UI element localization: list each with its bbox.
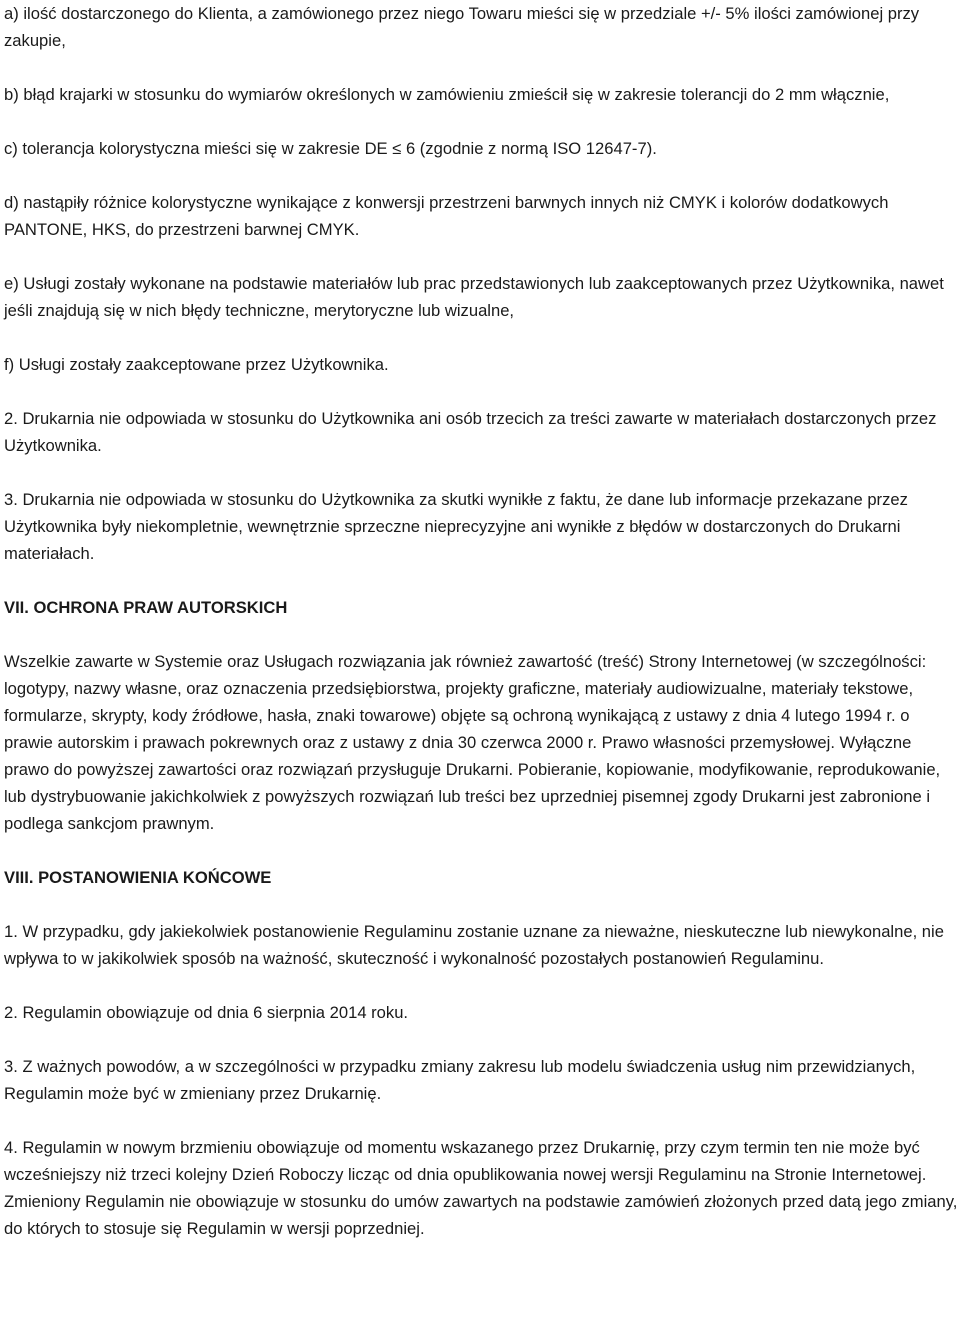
final-point-3: 3. Z ważnych powodów, a w szczególności w przypadku zmiany zakresu lub modelu świadczenia usług nim przewidzianych, Regulamin może być w zmieniany przez Drukarnię. <box>4 1057 916 1103</box>
clause-d: d) nastąpiły różnice kolorystyczne wynikające z konwersji przestrzeni barwnych innych niż CMYK i kolorów dodatkowych PANTONE, HKS, do przestrzeni barwnej CMYK. <box>4 193 889 239</box>
spacer <box>4 972 958 999</box>
paragraph-3: 3. Drukarnia nie odpowiada w stosunku do Użytkownika za skutki wynikłe z faktu, że dane lub informacje przekazane przez Użytkownika były niekompletnie, wewnętrznie sprzeczne nieprecyzyjne ani wynikłe z błędów w dostarczonych do Drukarni materiałach. <box>4 490 908 563</box>
final-point-4: 4. Regulamin w nowym brzmieniu obowiązuje od momentu wskazanego przez Drukarnię, przy czym termin ten nie może być wcześniejszy niż trzeci kolejny Dzień Roboczy licząc od dnia opublikowania nowej wersji Regulaminu na Stronie Internetowej. Zmieniony Regulamin nie obowiązuje w stosunku do umów zawartych na podstawie zamówień złożonych przed datą jego zmiany, do których to stosuje się Regulamin w wersji poprzedniej. <box>4 1138 958 1238</box>
spacer <box>4 108 958 135</box>
spacer <box>4 459 958 486</box>
spacer <box>4 567 958 594</box>
spacer <box>4 54 958 81</box>
spacer <box>4 1107 958 1134</box>
spacer <box>4 891 958 918</box>
clause-f: f) Usługi zostały zaakceptowane przez Użytkownika. <box>4 355 389 374</box>
clause-b: b) błąd krajarki w stosunku do wymiarów określonych w zamówieniu zmieścił się w zakresie tolerancji do 2 mm włącznie, <box>4 85 890 104</box>
clause-c: c) tolerancja kolorystyczna mieści się w zakresie DE ≤ 6 (zgodnie z normą ISO 12647-7). <box>4 139 657 158</box>
spacer <box>4 243 958 270</box>
document-page <box>4 0 958 1242</box>
section-heading-final-provisions: VIII. POSTANOWIENIA KOŃCOWE <box>4 868 272 887</box>
copyright-body: Wszelkie zawarte w Systemie oraz Usługach rozwiązania jak również zawartość (treść) Strony Internetowej (w szczególności: logotypy, nazwy własne, oraz oznaczenia przedsiębiorstwa, projekty graficzne, materiały audiowizualne, materiały tekstowe, formularze, skrypty, kody źródłowe, hasła, znaki towarowe) objęte są ochroną wynikającą z ustawy z dnia 4 lutego 1994 r. o prawie autorskim i prawach pokrewnych oraz z ustawy z dnia 30 czerwca 2000 r. Prawo własności przemysłowej. Wyłączne prawo do powyższej zawartości oraz rozwiązań przysługuje Drukarni. Pobieranie, kopiowanie, modyfikowanie, reprodukowanie, lub dystrybuowanie jakichkolwiek z powyższych rozwiązań lub treści bez uprzedniej pisemnej zgody Drukarni jest zabronione i podlega sankcjom prawnym. <box>4 652 941 833</box>
spacer <box>4 162 958 189</box>
final-point-2: 2. Regulamin obowiązuje od dnia 6 sierpnia 2014 roku. <box>4 1003 409 1022</box>
spacer <box>4 837 958 864</box>
final-point-1: 1. W przypadku, gdy jakiekolwiek postanowienie Regulaminu zostanie uznane za nieważne, nieskuteczne lub niewykonalne, nie wpływa to w jakikolwiek sposób na ważność, skuteczność i wykonalność pozostałych postanowień Regulaminu. <box>4 922 944 968</box>
spacer <box>4 378 958 405</box>
section-heading-copyright: VII. OCHRONA PRAW AUTORSKICH <box>4 598 288 617</box>
clause-a: a) ilość dostarczonego do Klienta, a zamówionego przez niego Towaru mieści się w przedziale +/- 5% ilości zamówionej przy zakupie, <box>4 4 920 50</box>
spacer <box>4 621 958 648</box>
paragraph-2: 2. Drukarnia nie odpowiada w stosunku do Użytkownika ani osób trzecich za treści zawarte w materiałach dostarczonych przez Użytkownika. <box>4 409 937 455</box>
clause-e: e) Usługi zostały wykonane na podstawie materiałów lub prac przedstawionych lub zaakceptowanych przez Użytkownika, nawet jeśli znajdują się w nich błędy techniczne, merytoryczne lub wizualne, <box>4 274 944 320</box>
spacer <box>4 1026 958 1053</box>
spacer <box>4 324 958 351</box>
